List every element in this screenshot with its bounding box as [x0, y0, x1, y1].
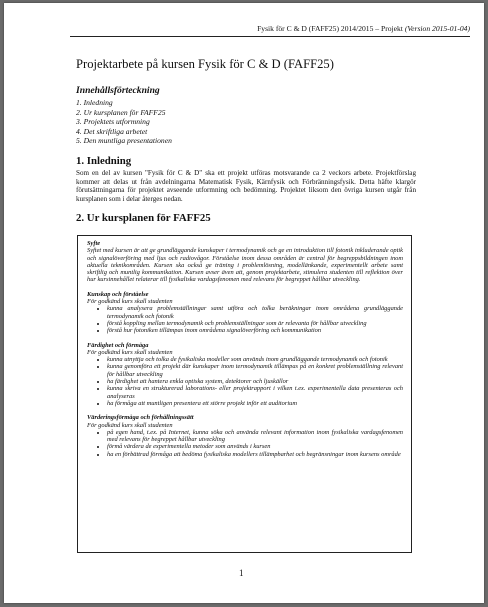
toc-item[interactable]: 2. Ur kursplanen för FAFF25: [76, 107, 166, 117]
section-1-text: Som en del av kursen "Fysik för C & D" ska ett projekt utföras motsvarande ca 2 veckors arbete. Projektförslag kommer att delas ut från avdelningarna Matematisk Fysik, Kärnfysik och Förbränningsfysik. Detta häfte klargör förutsättningarna för projektet avseende utformning och bedömning. Projektet liksom den övriga kursen utgår från kursplanen som i delar återges nedan.: [76, 169, 416, 204]
list-item: • förstå hur fotoniken tillämpas inom områdena signalöverföring och kommunikation: [107, 327, 403, 334]
toc-item[interactable]: 3. Projektets utformning: [76, 117, 150, 127]
vardering-heading: Värderingsförmåga och förhållningssätt: [87, 414, 194, 422]
toc-item[interactable]: 1. Inledning: [76, 98, 113, 107]
toc-item[interactable]: 4. Det skriftliga arbetet: [76, 126, 148, 136]
section-1-heading: 1. Inledning: [76, 155, 132, 167]
list-item: • ha förmåga att muntligen presentera ett större projekt inför ett auditorium: [107, 400, 403, 407]
syfte-text: Syftet med kursen är att ge grundläggande kunskaper i termodynamik och ge en introduktion till fotonik inkluderande optik och signalöverföring med ljus och radiovågor. Förståelse inom dessa områden är central för begreppsbildningen inom aktuella teknikområden. Kursen ska också ge träning i problemlösning, modellänkande, experimentellt arbete samt skriftlig och muntlig kommunikation. Kursen avser även att, genom projektarbete, stimulera studenten till reflektion över hur kursinnehållet relaterar till fysikaliska vardagsfenomen med relevans för begreppet hållbar utveckling.: [87, 247, 403, 284]
list-item: • kunna utnyttja och tolka de fysikaliska modeller som används inom grundläggande termodynamik och fotonik: [107, 356, 403, 363]
header-version: (Version 2015-01-04): [404, 24, 470, 33]
list-item: • kunna skriva en strukturerad laborations- eller projektrapport i vilken t.ex. experimentella data presenteras och analyseras: [107, 385, 403, 400]
table-of-contents: [76, 98, 172, 146]
fardighet-intro: För godkänd kurs skall studenten: [87, 348, 173, 356]
header-rule: [70, 36, 470, 37]
list-item: • kunna genomföra ett projekt där kunskaper inom termodynamik tillämpas på en konkret problemställning relevant för hållbar utveckling: [107, 363, 403, 378]
toc-heading: Innehållsförteckning: [76, 85, 160, 96]
page-number: 1: [239, 568, 244, 578]
vardering-intro: För godkänd kurs skall studenten: [87, 421, 173, 429]
list-item: • förmå värdera de experimentella metoder som används i kursen: [107, 443, 403, 450]
vardering-list: [87, 429, 403, 458]
list-item: • kunna analysera problemställningar samt utföra och tolka beräkningar inom områdena grundläggande termodynamik och fotonik: [107, 305, 403, 320]
running-header: [257, 24, 470, 33]
list-item: • ha en förbättrad förmåga att bedöma fysikaliska modellers tillämpbarhet och begränsningar inom kursens område: [107, 451, 403, 458]
section-2-heading: 2. Ur kursplanen för FAFF25: [76, 212, 211, 224]
document-page: [4, 3, 484, 603]
kunskap-list: [87, 305, 403, 334]
list-item: • ha färdighet att hantera enkla optiska system, detektorer och ljuskällor: [107, 378, 403, 385]
syfte-heading: Syfte: [87, 240, 101, 247]
fardighet-heading: Färdighet och förmåga: [87, 341, 149, 349]
curriculum-box: [77, 235, 412, 553]
toc-item[interactable]: 5. Den muntliga presentationen: [76, 136, 172, 146]
fardighet-list: [87, 356, 403, 407]
kunskap-heading: Kunskap och förståelse: [87, 290, 149, 298]
list-item: • på egen hand, t.ex. på Internet, kunna söka och använda relevant information inom fysikaliska vardagsfenomen med relevans för begreppet hållbar utveckling: [107, 429, 403, 444]
list-item: • förstå koppling mellan termodynamik och problemställningar som är relevanta för hållbar utveckling: [107, 320, 403, 327]
header-course: Fysik för C & D (FAFF25) 2014/2015 – Projekt: [257, 24, 403, 33]
document-title: Projektarbete på kursen Fysik för C & D (FAFF25): [76, 57, 334, 71]
kunskap-intro: För godkänd kurs skall studenten: [87, 298, 173, 306]
